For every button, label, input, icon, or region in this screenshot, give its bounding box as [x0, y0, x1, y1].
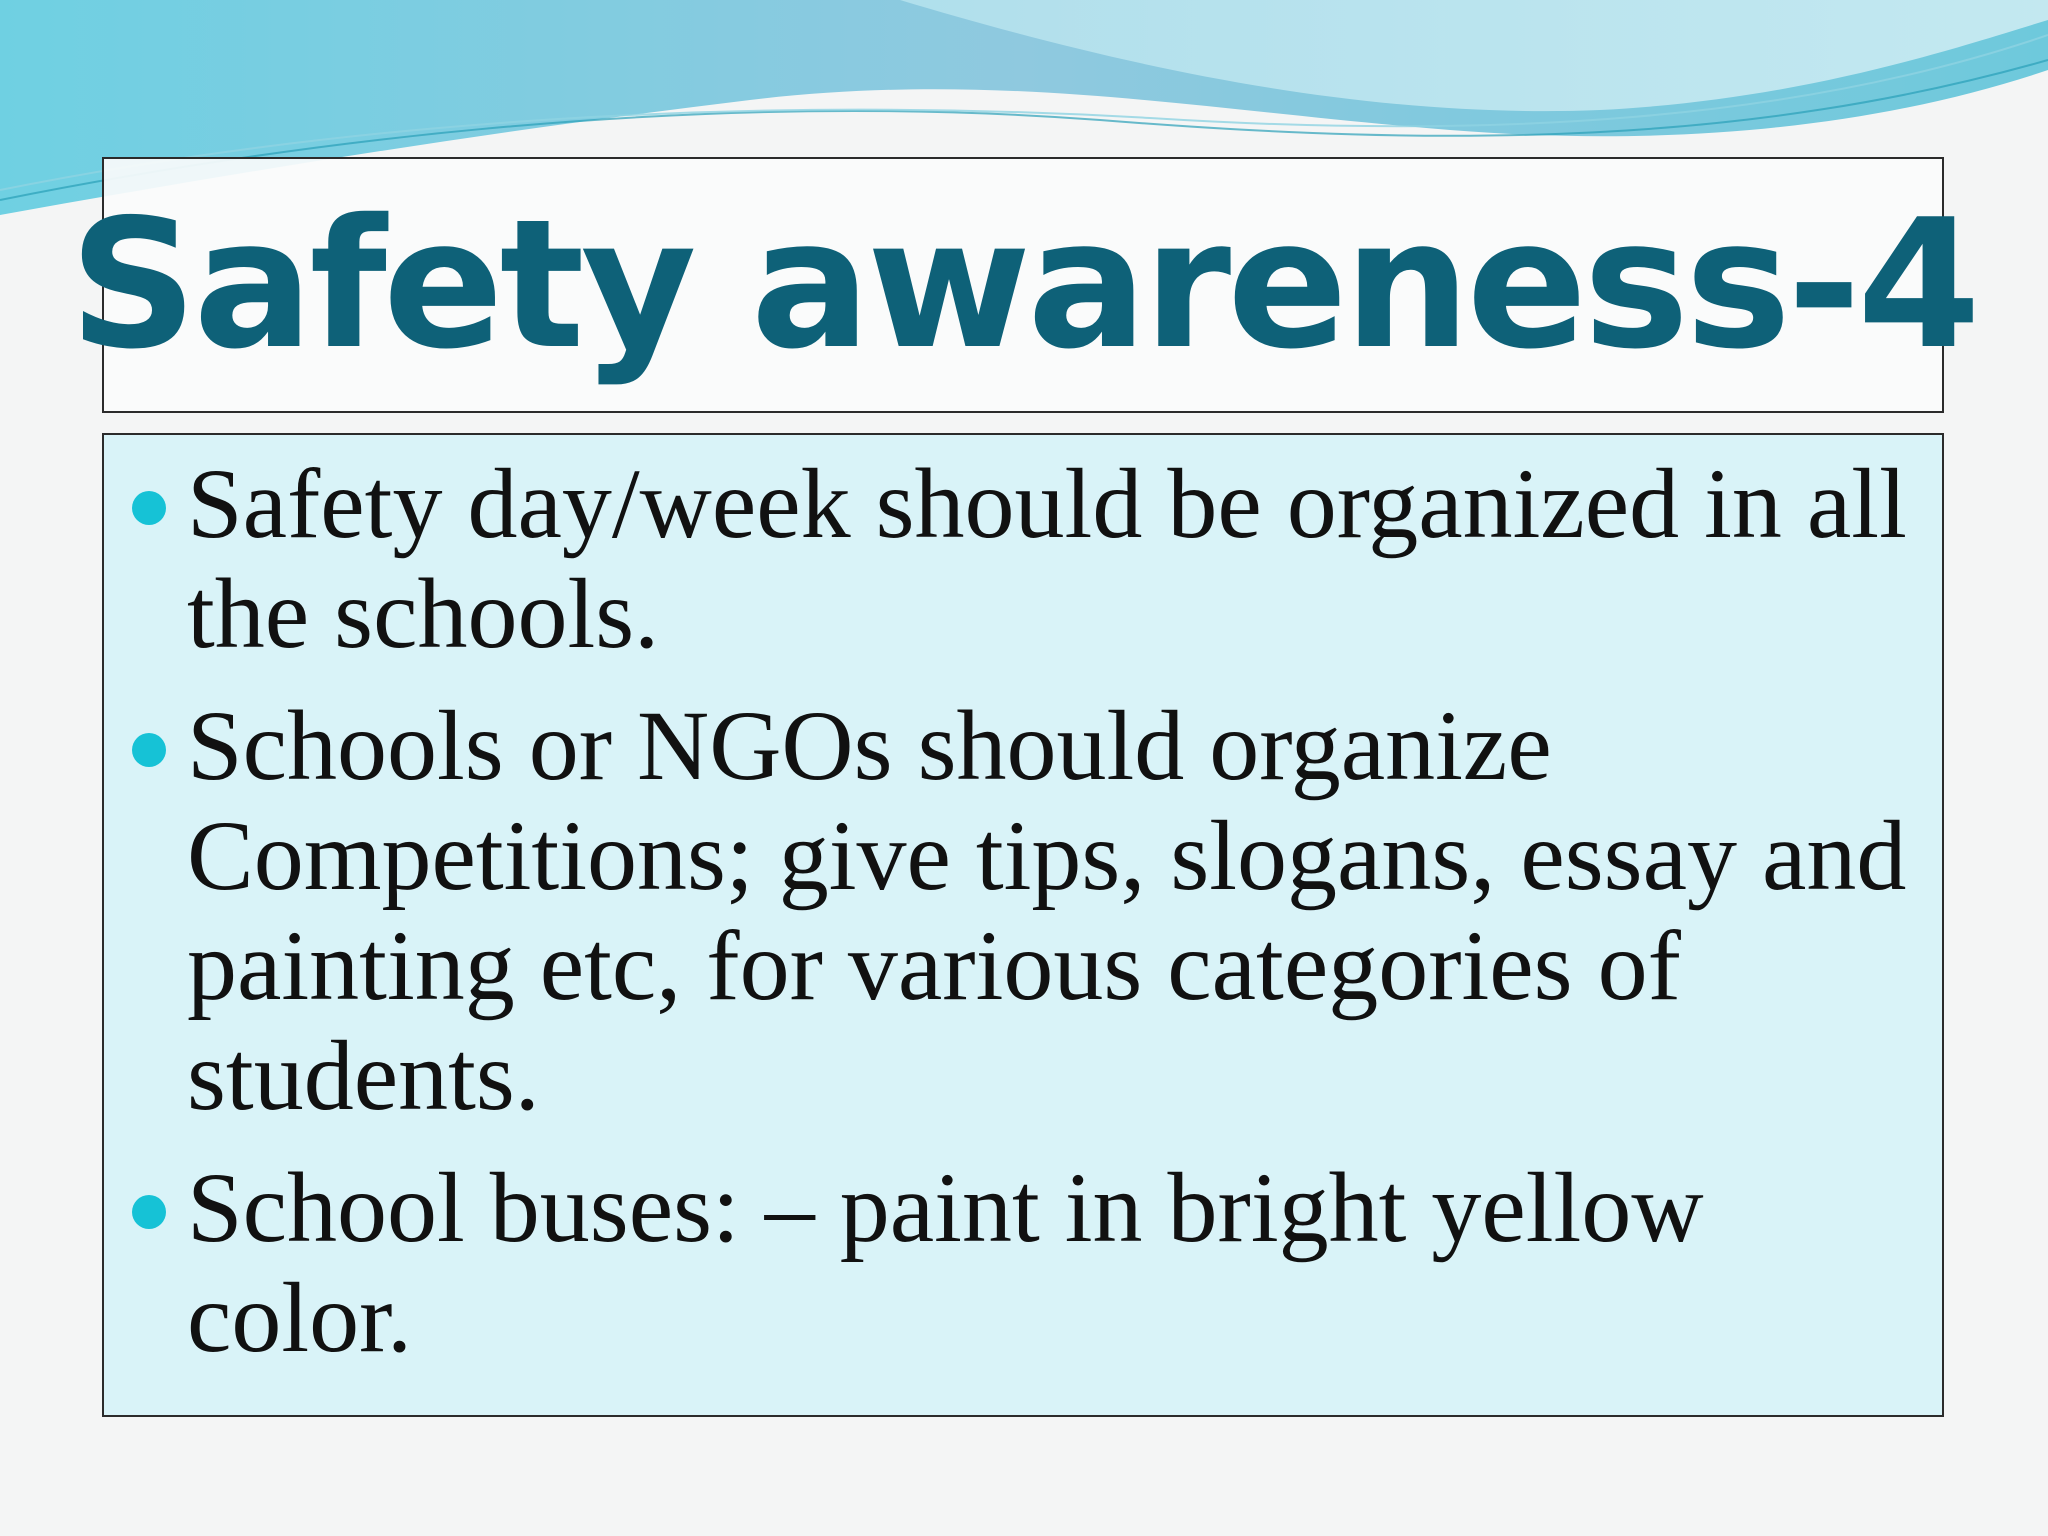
- bullet-dot-icon: [132, 491, 166, 525]
- slide-title: Safety awareness-4: [69, 181, 1977, 388]
- bullet-text: Safety day/week should be organized in all the schools.: [187, 448, 1907, 669]
- bullet-item: [104, 1153, 1922, 1373]
- title-box: [69, 157, 1977, 413]
- bullet-list: [104, 449, 1922, 1373]
- bullet-dot-icon: [132, 1195, 166, 1229]
- bullet-item: [104, 449, 1922, 669]
- content-box: [102, 433, 1944, 1417]
- bullet-dot-icon: [132, 733, 166, 767]
- bullet-text: Schools or NGOs should organize Competitions; give tips, slogans, essay and painting etc, for various categories of students.: [187, 690, 1907, 1131]
- bullet-text: School buses: – paint in bright yellow color.: [187, 1152, 1704, 1373]
- bullet-item: [104, 691, 1922, 1131]
